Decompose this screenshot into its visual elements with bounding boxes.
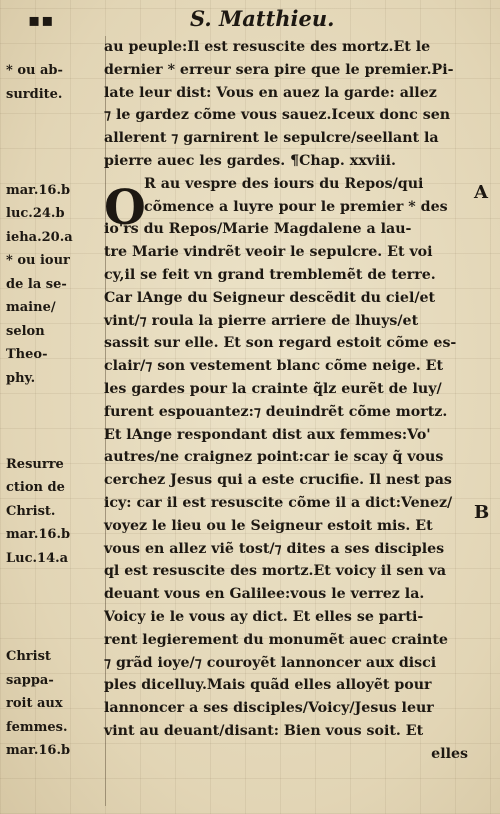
text-line: ples dicelluy.Mais quãd elles alloyẽt pour [104,677,432,694]
margin-gloss: femmes. [6,720,68,735]
text-line: autres/ne craignez point:car ie scay q̃ vous [104,449,444,466]
margin-gloss: * ou iour [6,253,70,268]
text-line: Car lAnge du Seigneur descẽdit du ciel/et [104,289,436,306]
margin-gloss: sappa- [6,673,54,688]
text-line: lannoncer a ses disciples/Voicy/Jesus leur [104,700,434,717]
text-line: late leur dist: Vous en auez la garde: allez [104,84,437,101]
text-line: les gardes pour la crainte q̃lz eurẽt de luy/ [104,380,442,397]
text-line: deuant vous en Galilee:vous le verrez la. [104,586,425,603]
text-line: cerchez Jesus qui a este crucifie. Il nest pas [104,472,452,489]
margin-gloss: Christ. [6,504,56,519]
text-line: io'rs du Repos/Marie Magdalene a lau- [104,221,412,238]
margin-gloss: mar.16.b [6,183,71,198]
text-line: rent legierement du monumẽt auec crainte [104,631,448,648]
margin-gloss: mar.16.b [6,527,71,542]
margin-gloss: maine/ [6,300,56,315]
margin-gloss: surdite. [6,87,63,102]
margin-gloss: luc.24.b [6,206,65,221]
page-header [0,4,500,38]
margin-gloss: de la se- [6,277,67,292]
text-line: Et lAnge respondant dist aux femmes:Vo' [104,426,431,443]
section-letter-a: A [474,182,488,203]
text-line: ⁊ grãd ioye/⁊ couroyẽt lannoncer aux disci [104,654,437,671]
text-line: au peuple:Il est resuscite des mortz.Et le [104,39,431,55]
text-line: voyez le lieu ou le Seigneur estoit mis. Et [104,517,433,534]
text-line: vous en allez viẽ tost/⁊ dites a ses disciples [104,540,445,557]
margin-gloss: Theo- [6,347,48,362]
margin-gloss: selon [6,324,45,339]
running-head: S. Matthieu. [190,6,335,31]
text-line: cy,il se feit vn grand tremblemẽt de terre. [104,266,436,283]
text-line: ⁊ le gardez cõme vous sauez.Iceux donc sen [104,107,451,124]
text-line: ql est resuscite des mortz.Et voicy il sen va [104,563,447,580]
margin-gloss: ction de [6,480,65,495]
margin-gloss: mar.16.b [6,743,71,758]
text-line: clair/⁊ son vestement blanc cõme neige. Et [104,358,444,375]
section-letter-b: B [474,502,490,523]
catchword: elles [431,745,468,762]
margin-gloss: ieha.20.a [6,230,73,245]
folio-mark: ▪▪ [28,10,55,31]
margin-gloss: Christ [6,649,51,664]
text-line: sassit sur elle. Et son regard estoit cõme es- [104,335,457,352]
text-line: icy: car il est resuscite cõme il a dict:Venez/ [104,494,453,511]
text-line: dernier * erreur sera pire que le premier.Pi- [104,61,454,78]
margin-gloss: * ou ab- [6,63,63,78]
drop-cap: O [104,180,146,236]
margin-gloss: phy. [6,371,36,386]
text-line: vint au deuant/disant: Bien vous soit. Et [104,722,424,739]
text-line: tre Marie vindrẽt veoir le sepulcre. Et voi [104,244,433,261]
margin-gloss: Resurre [6,457,64,472]
main-text [104,36,474,766]
margin-gloss: roit aux [6,696,63,711]
chapter-heading-line: pierre auec les gardes. ¶Chap. xxviii. [104,152,397,169]
margin-gloss: Luc.14.a [6,551,69,566]
text-line: cõmence a luyre pour le premier * des [144,198,448,215]
text-line: furent espouantez:⁊ deuindrẽt cõme mortz. [104,403,448,420]
text-line: allerent ⁊ garnirent le sepulcre/seellant la [104,130,439,147]
text-line: R au vespre des iours du Repos/qui [144,175,424,192]
text-line: vint/⁊ roula la pierre arriere de lhuys/et [104,312,419,329]
text-line: Voicy ie le vous ay dict. Et elles se parti- [104,608,424,625]
